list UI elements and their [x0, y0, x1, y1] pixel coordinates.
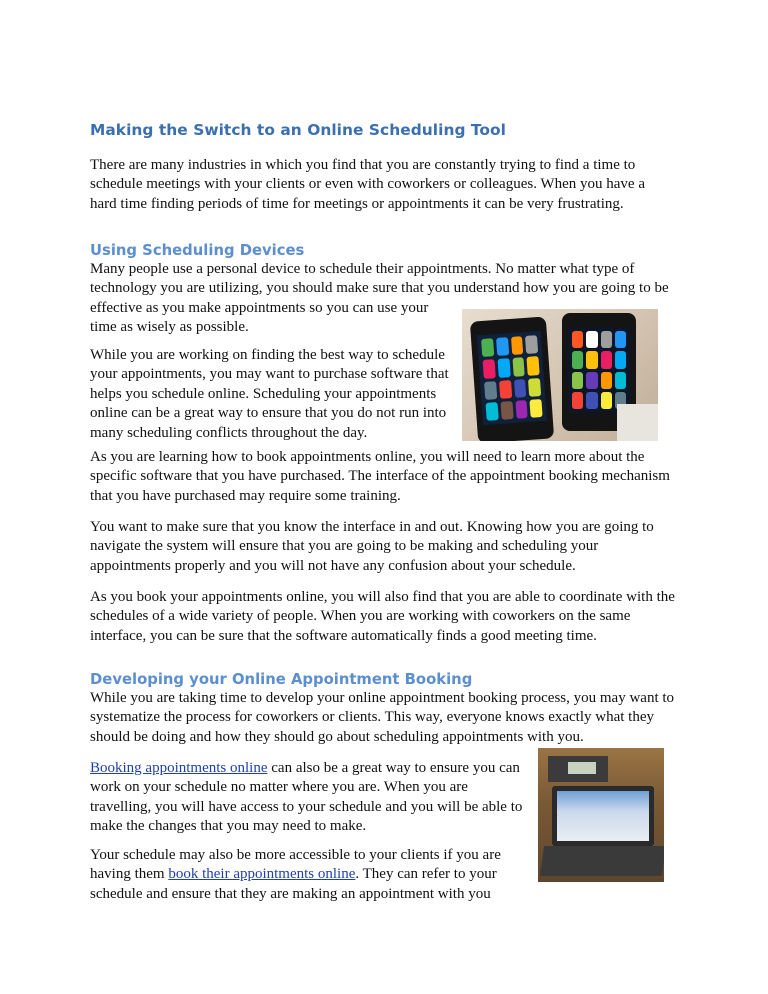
devices-paragraph-5: As you book your appointments online, you will also find that you are able to coordinate with the schedules of a wide variety of people. When you are working with coworkers on the same interface, you can be sure that the software automatically finds a good meeting time.	[90, 589, 675, 644]
book-their-appointments-online-link[interactable]: book their appointments online	[168, 866, 356, 883]
devices-paragraph-4: You want to make sure that you know the interface in and out. Knowing how you are going to navigate the system will ensure that you are going to be making and scheduling your appointments properly and you will not have any confusion about your schedule.	[90, 519, 654, 574]
section-heading-booking: Developing your Online Appointment Booking	[90, 671, 473, 688]
booking-appointments-online-link[interactable]: Booking appointments online	[90, 760, 268, 776]
devices-paragraph-3: As you are learning how to book appointments online, you will need to learn more about the specific software that you have purchased. The interface of the appointment booking mechanism that you have purchased may require some training.	[90, 449, 670, 504]
intro-paragraph: There are many industries in which you find that you are constantly trying to find a time to schedule meetings with your clients or even with coworkers or colleagues. When you have a hard time finding periods of time for meetings or appointments it can be very frustrating.	[90, 157, 645, 212]
devices-paragraph-1: Many people use a personal device to schedule their appointments. No matter what type of technology you are utilizing, you should make sure that you understand how you are going to be effective as you make appointments so you can use your time as wisely as possible.	[90, 261, 669, 336]
booking-paragraph-2: Booking appointments online can also be a great way to ensure you can work on your schedule no matter where you are. When you are travelling, you will have access to your schedule and you will be able to make the changes that you may need to make.	[90, 760, 523, 835]
booking-paragraph-3: Your schedule may also be more accessible to your clients if you are having them book their appointments online. They can refer to your schedule and ensure that they are making an appointment with you	[90, 847, 501, 902]
smartphones-photo	[462, 309, 658, 441]
page-title: Making the Switch to an Online Scheduling Tool	[90, 121, 506, 139]
section-heading-devices: Using Scheduling Devices	[90, 242, 305, 259]
devices-paragraph-2: While you are working on finding the best way to schedule your appointments, you may want to purchase software that helps you schedule online. Scheduling your appointments online can be a great way to ensure that you do not run into many scheduling conflicts throughout the day.	[90, 347, 449, 441]
booking-paragraph-1: While you are taking time to develop your online appointment booking process, you may want to systematize the process for coworkers or clients. This way, everyone knows exactly what they should be doing and how they should go about scheduling appointments with you.	[90, 690, 675, 745]
phone-left	[470, 316, 554, 441]
laptop-photo	[538, 748, 664, 882]
